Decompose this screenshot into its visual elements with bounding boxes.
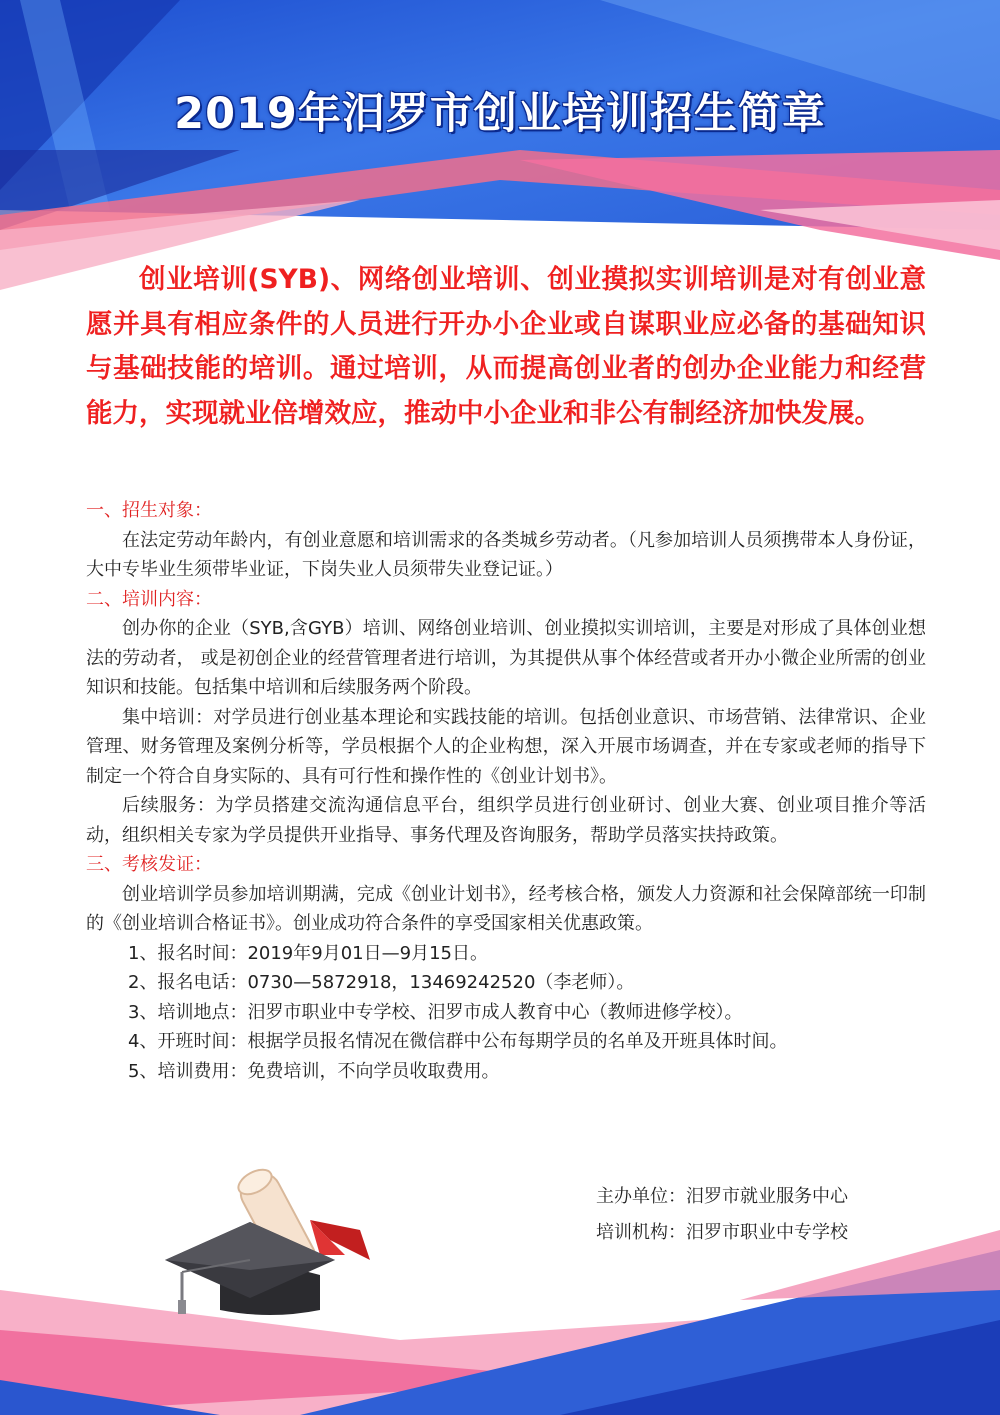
page-title: 2019年汨罗市创业培训招生简章 xyxy=(174,89,826,139)
section-paragraph: 创办你的企业（SYB,含GYB）培训、网络创业培训、创业摸拟实训培训，主要是对形成了具体创业想法的劳动者， 或是初创企业的经营管理者进行培训，为其提供从事个体经营或者开办小微企业所需的创业知识和技能。包括集中培训和后续服务两个阶段。 xyxy=(86,618,926,698)
graduation-cap-icon xyxy=(160,1160,410,1320)
section-paragraph: 在法定劳动年龄内，有创业意愿和培训需求的各类城乡劳动者。（凡参加培训人员须携带本人身份证，大中专毕业生须带毕业证，下岗失业人员须带失业登记证。） xyxy=(86,529,926,580)
section-heading: 一、招生对象： xyxy=(86,500,212,521)
section-heading: 三、考核发证： xyxy=(86,854,212,875)
section-paragraph: 集中培训：对学员进行创业基本理论和实践技能的培训。包括创业意识、市场营销、法律常识、企业管理、财务管理及案例分析等，学员根据个人的企业构想，深入开展市场调查，并在专家或老师的指导下制定一个符合自身实际的、具有可行性和操作性的《创业计划书》。 xyxy=(86,706,926,787)
intro-paragraph: 创业培训(SYB)、网络创业培训、创业摸拟实训培训是对有创业意愿并具有相应条件的人员进行开办小企业或自谋职业应必备的基础知识与基础技能的培训。通过培训，从而提高创业者的创办企业能力和经营能力，实现就业倍增效应，推动中小企业和非公有制经济加快发展。 xyxy=(86,264,926,429)
info-item: 1、报名时间：2019年9月01日—9月15日。 xyxy=(128,942,488,964)
training-org-line: 培训机构：汨罗市职业中专学校 xyxy=(596,1222,848,1243)
info-item: 2、报名电话：0730—5872918，13469242520（李老师）。 xyxy=(128,972,635,993)
document-body xyxy=(86,496,926,1086)
info-item: 3、培训地点：汨罗市职业中专学校、汨罗市成人教育中心（教师进修学校）。 xyxy=(128,1001,743,1023)
section-paragraph: 后续服务：为学员搭建交流沟通信息平台，组织学员进行创业研讨、创业大赛、创业项目推介等活动，组织相关专家为学员提供开业指导、事务代理及咨询服务，帮助学员落实扶持政策。 xyxy=(86,795,926,846)
section-heading: 二、培训内容： xyxy=(86,588,212,610)
info-item: 5、培训费用：免费培训，不向学员收取费用。 xyxy=(128,1060,500,1082)
organizer-line: 主办单位：汨罗市就业服务中心 xyxy=(596,1186,848,1207)
info-item: 4、开班时间：根据学员报名情况在微信群中公布每期学员的名单及开班具体时间。 xyxy=(128,1031,788,1052)
mortarboard-icon xyxy=(165,1222,335,1315)
section-paragraph: 创业培训学员参加培训期满，完成《创业计划书》，经考核合格，颁发人力资源和社会保障部统一印制的《创业培训合格证书》。创业成功符合条件的享受国家相关优惠政策。 xyxy=(86,883,926,934)
